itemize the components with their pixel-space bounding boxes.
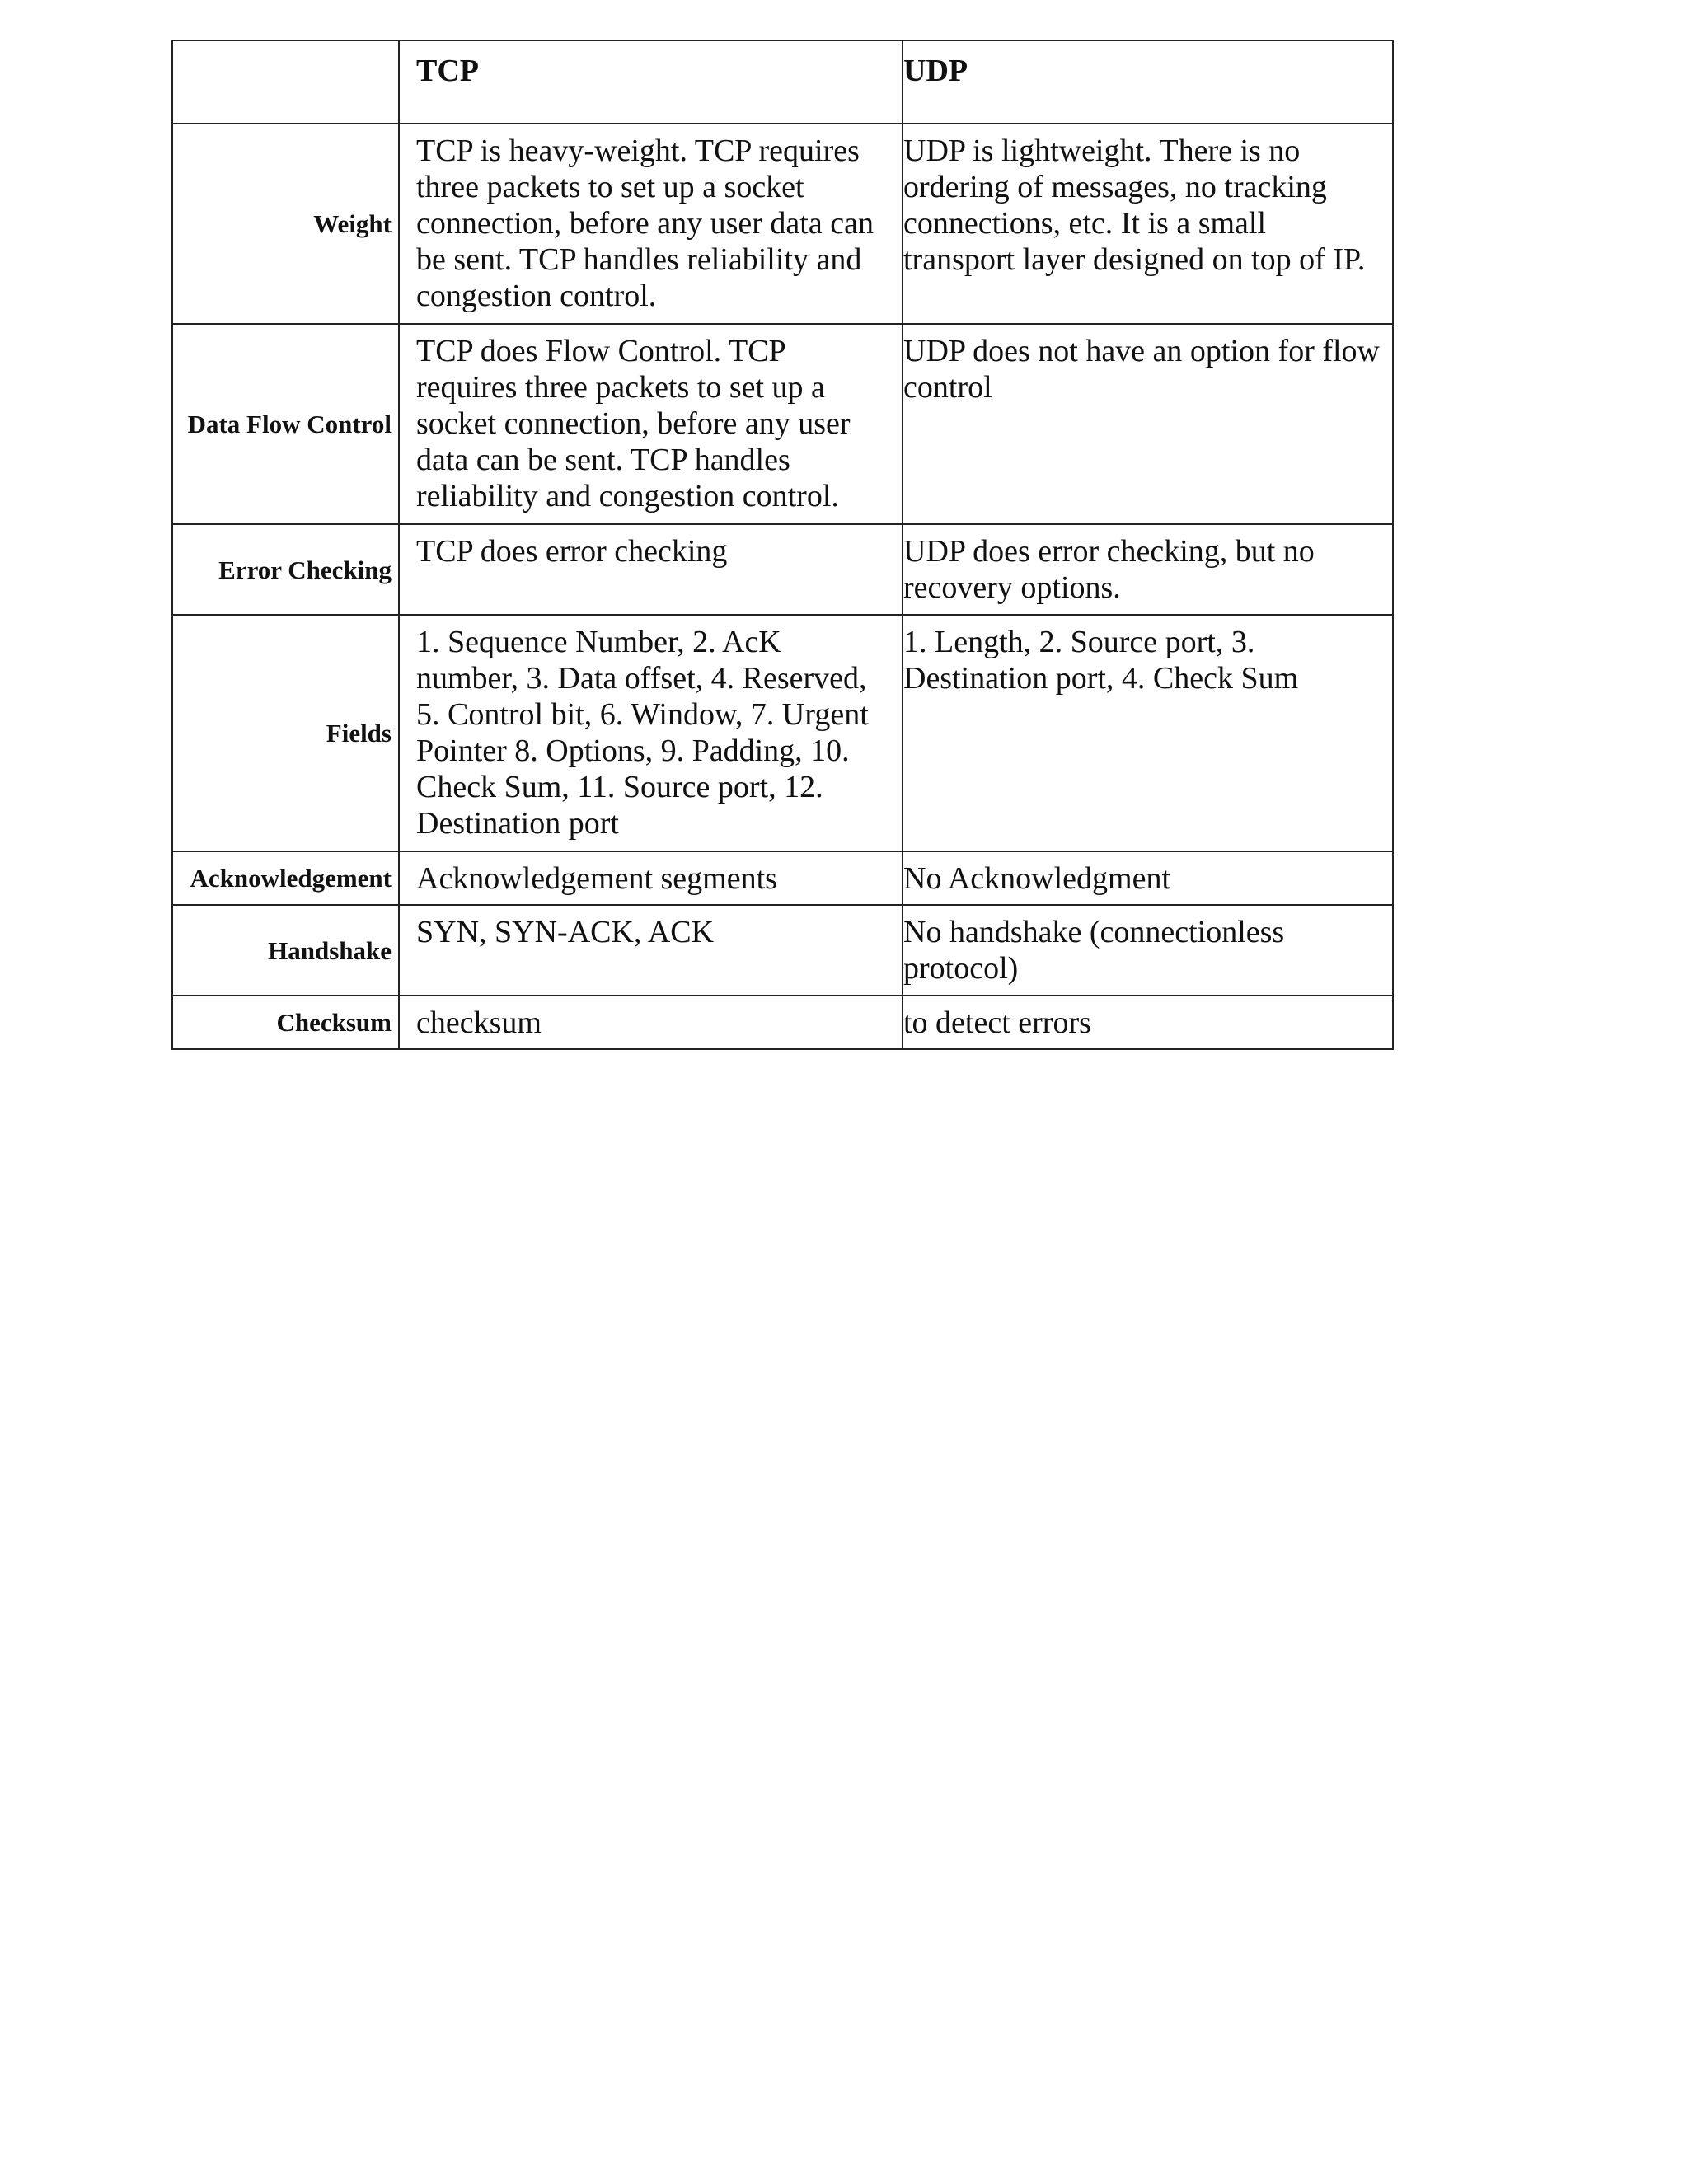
udp-cell: 1. Length, 2. Source port, 3. Destination port, 4. Check Sum (903, 615, 1393, 851)
tcp-cell: TCP does error checking (399, 524, 903, 615)
table-row (172, 851, 1393, 905)
row-label: Handshake (172, 905, 399, 996)
corner-header-cell (172, 40, 399, 124)
column-header-tcp: TCP (399, 40, 903, 124)
table-row (172, 615, 1393, 851)
row-label: Fields (172, 615, 399, 851)
udp-cell: UDP does error checking, but no recovery options. (903, 524, 1393, 615)
udp-cell: No Acknowledgment (903, 851, 1393, 905)
table-row (172, 124, 1393, 324)
tcp-cell: SYN, SYN-ACK, ACK (399, 905, 903, 996)
row-label: Acknowledgement (172, 851, 399, 905)
tcp-cell: checksum (399, 996, 903, 1049)
tcp-udp-comparison-table (171, 40, 1394, 1050)
table-row (172, 905, 1393, 996)
tcp-cell: TCP does Flow Control. TCP requires three packets to set up a socket connection, before any user data can be sent. TCP handles reliability and congestion control. (399, 324, 903, 524)
row-label: Weight (172, 124, 399, 324)
table-row (172, 324, 1393, 524)
tcp-cell: 1. Sequence Number, 2. AcK number, 3. Data offset, 4. Reserved, 5. Control bit, 6. Window, 7. Urgent Pointer 8. Options, 9. Padding, 10. Check Sum, 11. Source port, 12. Destination port (399, 615, 903, 851)
table-header-row (172, 40, 1393, 124)
udp-cell: to detect errors (903, 996, 1393, 1049)
row-label: Checksum (172, 996, 399, 1049)
column-header-udp: UDP (903, 40, 1393, 124)
udp-cell: UDP does not have an option for flow control (903, 324, 1393, 524)
tcp-cell: Acknowledgement segments (399, 851, 903, 905)
udp-cell: UDP is lightweight. There is no ordering of messages, no tracking connections, etc. It is a small transport layer designed on top of IP. (903, 124, 1393, 324)
row-label: Error Checking (172, 524, 399, 615)
table-row (172, 996, 1393, 1049)
tcp-cell: TCP is heavy-weight. TCP requires three packets to set up a socket connection, before any user data can be sent. TCP handles reliability and congestion control. (399, 124, 903, 324)
table-row (172, 524, 1393, 615)
udp-cell: No handshake (connectionless protocol) (903, 905, 1393, 996)
row-label: Data Flow Control (172, 324, 399, 524)
